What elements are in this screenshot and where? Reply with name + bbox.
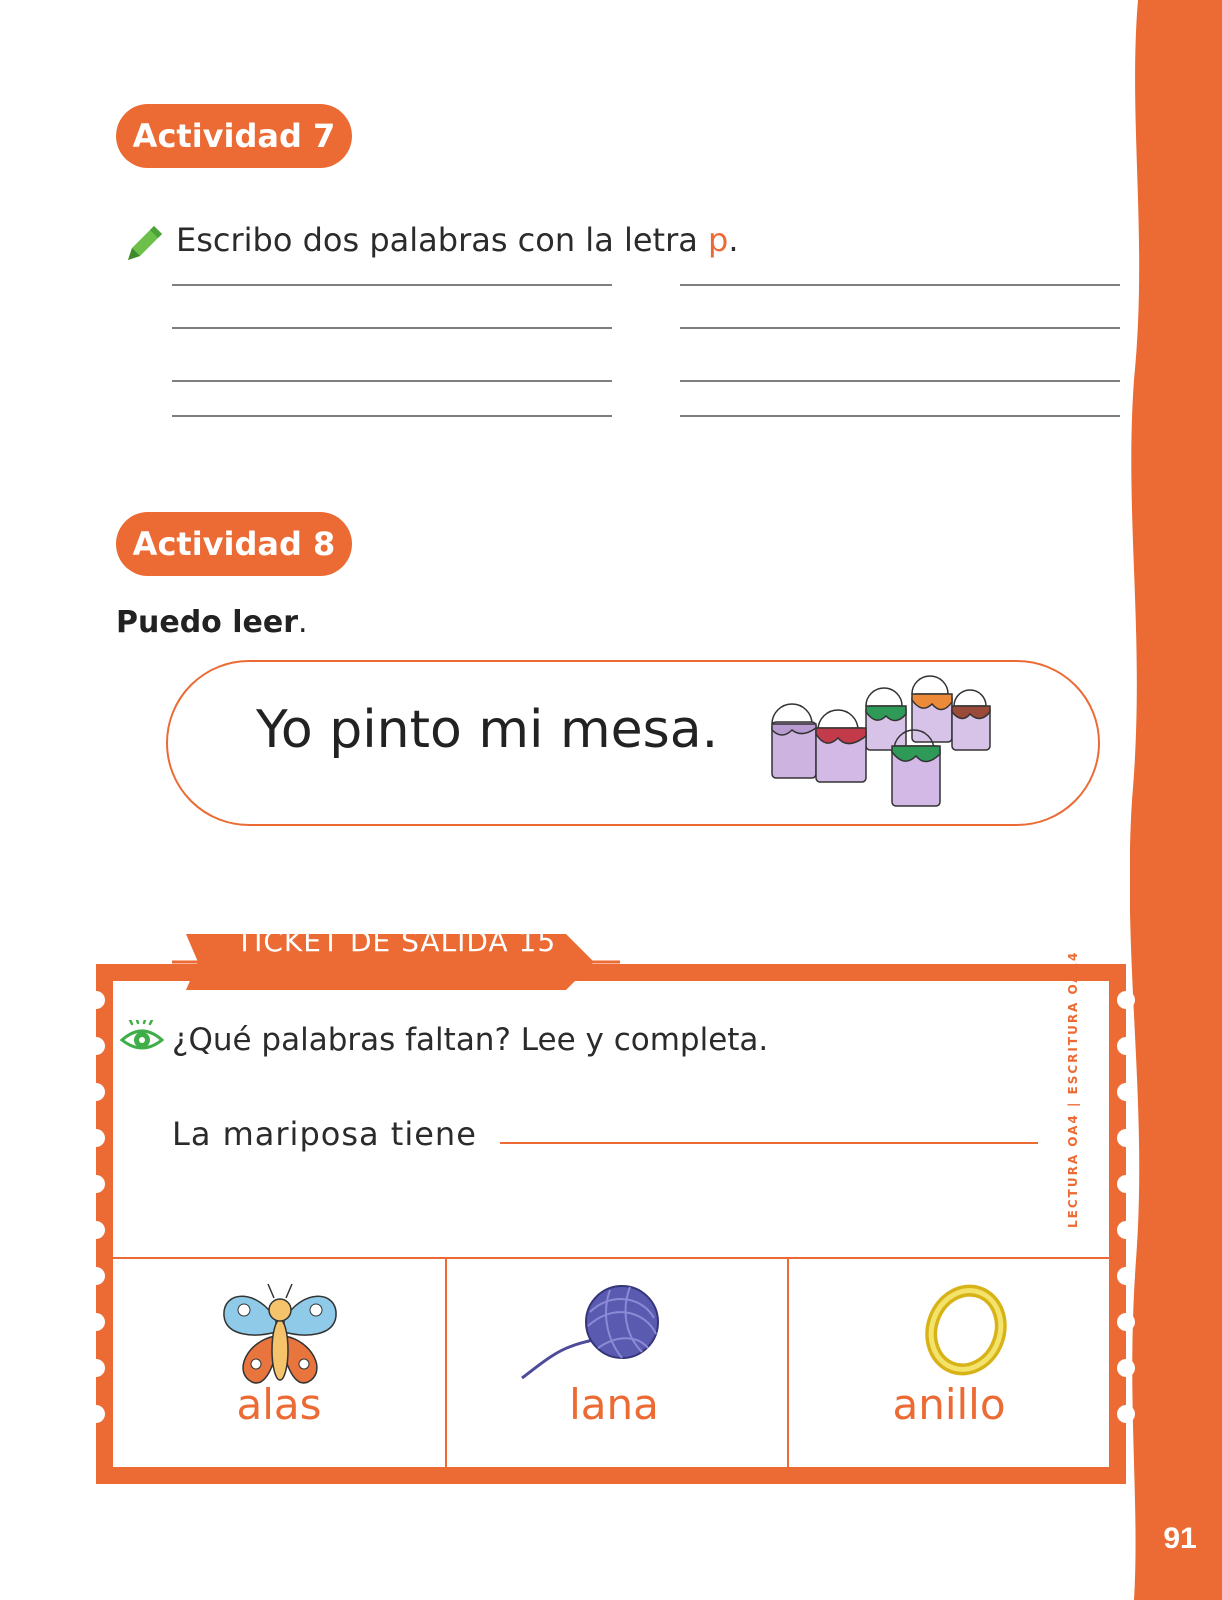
- page-number: 91: [1163, 1522, 1197, 1555]
- curriculum-code: LECTURA OA4 | ESCRITURA OA14: [1066, 950, 1080, 1228]
- ring-icon: [924, 1284, 1008, 1378]
- reading-sentence: Yo pinto mi mesa.: [256, 700, 719, 760]
- answer-blank[interactable]: [500, 1142, 1038, 1144]
- yarn-ball-icon: [518, 1282, 664, 1382]
- instruction-text: Escribo dos palabras con la letra: [176, 221, 698, 259]
- option-anillo[interactable]: anillo: [892, 1380, 1006, 1429]
- eye-icon: [120, 1020, 164, 1056]
- option-alas[interactable]: alas: [236, 1380, 322, 1429]
- heading-bold: Puedo leer: [116, 605, 298, 640]
- completion-sentence: La mariposa tiene: [172, 1115, 477, 1153]
- ticket-title: TICKET DE SALIDA 15: [236, 925, 557, 958]
- instruction-period: .: [728, 221, 739, 259]
- activity-8-label: Actividad 8: [116, 512, 352, 576]
- heading-end: .: [298, 605, 308, 640]
- ticket-question: ¿Qué palabras faltan? Lee y completa.: [172, 1022, 769, 1058]
- target-letter: p: [708, 221, 729, 259]
- activity-7-label: Actividad 7: [116, 104, 352, 168]
- option-lana[interactable]: lana: [569, 1380, 659, 1429]
